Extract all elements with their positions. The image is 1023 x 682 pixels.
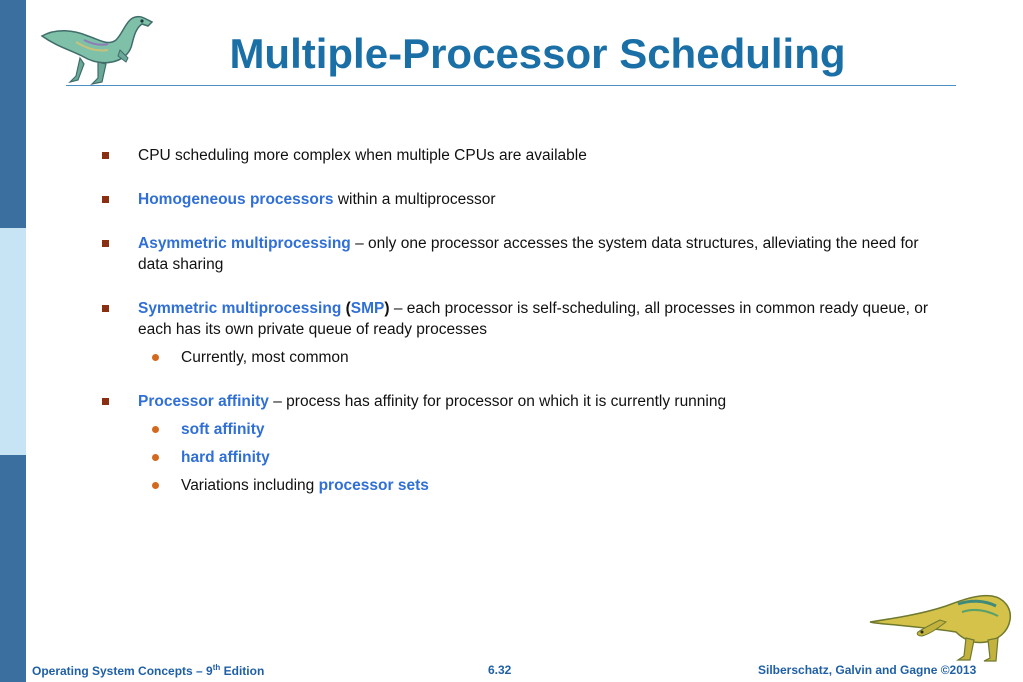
sub-bullet-term: processor sets: [318, 477, 429, 494]
bullet-item: [100, 233, 950, 275]
dot-bullet-icon: [152, 482, 159, 489]
sub-bullet-term: hard affinity: [181, 449, 270, 466]
square-bullet-icon: [102, 196, 109, 203]
dot-bullet-icon: [152, 426, 159, 433]
footer-authors: Silberschatz, Galvin and Gagne ©2013: [758, 663, 977, 677]
bullet-term: Homogeneous processors: [138, 191, 334, 208]
title-divider: [66, 85, 956, 86]
sub-bullet-text: Variations including: [181, 477, 319, 494]
bullet-item: [100, 189, 950, 210]
footer-book-title: [32, 663, 264, 678]
dinosaur-icon: [866, 582, 1016, 662]
bullet-item: [100, 391, 950, 412]
square-bullet-icon: [102, 398, 109, 405]
bullet-term: Symmetric multiprocessing: [138, 300, 342, 317]
bullet-paren-close: ): [384, 300, 390, 317]
dot-bullet-icon: [152, 354, 159, 361]
bullet-text: – each processor is self-scheduling, all processes in common ready queue, or each has its own private queue of ready processes: [138, 300, 928, 338]
sub-bullet-item: [100, 475, 950, 496]
dinosaur-icon: [36, 6, 162, 86]
bullet-item: [100, 145, 950, 166]
slide-content: [100, 145, 950, 496]
bullet-term-abbrev: SMP: [350, 300, 385, 317]
bullet-text: – only one processor accesses the system data structures, alleviating the need for data sharing: [138, 235, 919, 273]
dot-bullet-icon: [152, 454, 159, 461]
sub-bullet-item: [100, 447, 950, 468]
footer-book-title-text: Operating System Concepts – 9: [32, 664, 213, 678]
bullet-text: within a multiprocessor: [333, 191, 496, 208]
bullet-term: Asymmetric multiprocessing: [138, 235, 351, 252]
square-bullet-icon: [102, 240, 109, 247]
footer-page-number: 6.32: [488, 663, 512, 677]
footer-edition-text: Edition: [220, 664, 265, 678]
page-title: Multiple-Processor Scheduling: [229, 30, 846, 77]
sidebar-segment-middle: [0, 228, 26, 455]
footer-superscript: th: [212, 663, 221, 672]
bullet-text: CPU scheduling more complex when multiple CPUs are available: [138, 147, 587, 164]
sidebar-segment-bottom: [0, 455, 26, 682]
sidebar-segment-top: [0, 0, 26, 228]
bullet-term: Processor affinity: [138, 393, 269, 410]
sub-bullet-item: [100, 419, 950, 440]
sub-bullet-text: Currently, most common: [181, 349, 349, 366]
left-sidebar-band: [0, 0, 26, 682]
bullet-text: – process has affinity for processor on which it is currently running: [268, 393, 727, 410]
square-bullet-icon: [102, 152, 109, 159]
sub-bullet-term: soft affinity: [181, 421, 265, 438]
bullet-paren-open: (: [341, 300, 351, 317]
square-bullet-icon: [102, 305, 109, 312]
sub-bullet-item: [100, 347, 950, 368]
bullet-item: [100, 298, 950, 340]
